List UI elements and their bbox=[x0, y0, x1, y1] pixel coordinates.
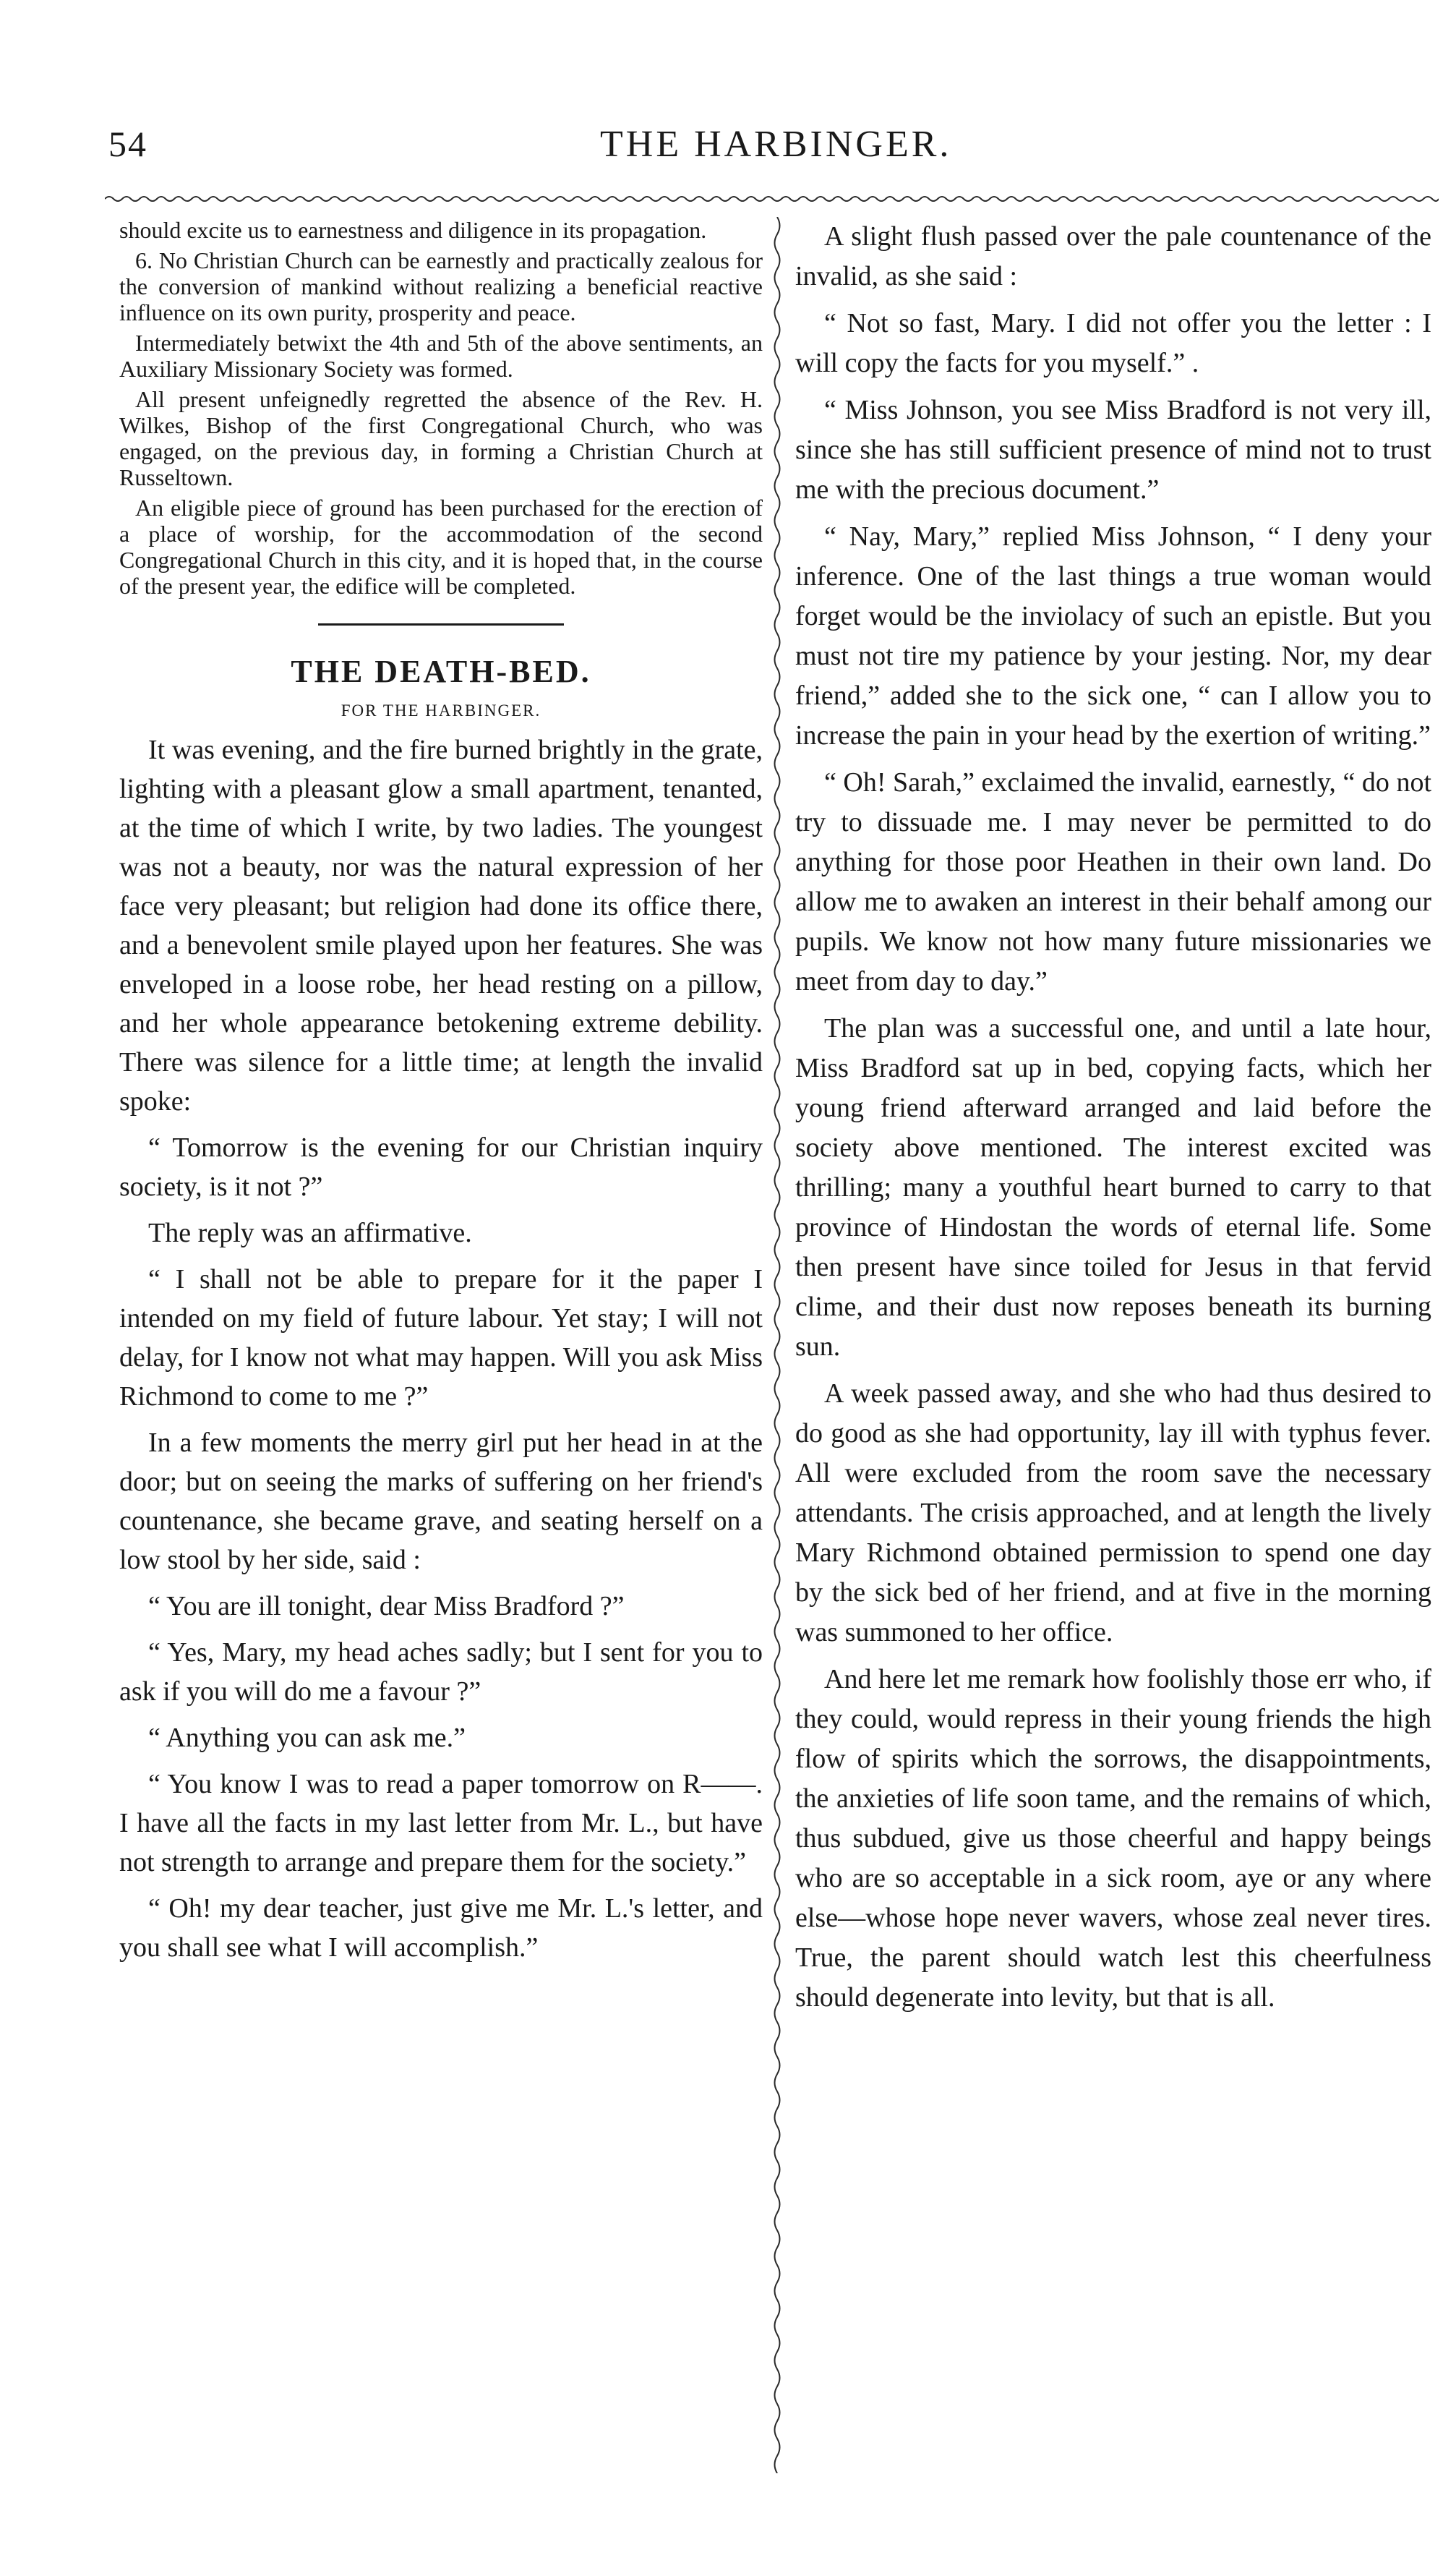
story-paragraph: “ Nay, Mary,” replied Miss Johnson, “ I deny your inference. One of the last things a true woman would forget would be the inviolacy of such an epistle. But you must not tire my patience by your jesting. Nor, my dear friend,” added she to the sick one, “ can I allow you to increase the pain in your head by the exertion of writing.” bbox=[795, 521, 1431, 751]
report-paragraph: should excite us to earnestness and diligence in its propagation. bbox=[119, 217, 707, 243]
running-title: THE HARBINGER. bbox=[600, 124, 952, 165]
story-paragraph: In a few moments the merry girl put her head in at the door; but on seeing the marks of suffering on her friend's countenance, she became grave, and seating herself on a low stool by her side, said : bbox=[119, 1428, 763, 1575]
article-byline: FOR THE HARBINGER. bbox=[341, 701, 541, 720]
left-column bbox=[119, 217, 763, 2539]
story-paragraph: “ Not so fast, Mary. I did not offer you the letter : I will copy the facts for you myself.” . bbox=[795, 308, 1431, 378]
story-paragraph: “ I shall not be able to prepare for it the paper I intended on my field of future labour. Yet stay; I will not delay, for I know not what may happen. Will you ask Miss Richmond to come to me ?” bbox=[119, 1264, 763, 1412]
story-paragraph: “ Miss Johnson, you see Miss Bradford is not very ill, since she has still sufficient presence of mind not to trust me with the precious document.” bbox=[795, 395, 1431, 505]
page-number: 54 bbox=[108, 124, 147, 164]
story-paragraph: “ You are ill tonight, dear Miss Bradford ?” bbox=[148, 1591, 625, 1621]
story-paragraph: “ Tomorrow is the evening for our Christian inquiry society, is it not ?” bbox=[119, 1132, 763, 1202]
article-title: THE DEATH-BED. bbox=[291, 654, 591, 689]
page-header bbox=[108, 123, 1439, 181]
section-rule bbox=[318, 623, 564, 626]
header-wavy-rule bbox=[105, 194, 1439, 204]
report-paragraph: 6. No Christian Church can be earnestly and practically zealous for the conversion of mankind without realizing a beneficial reactive influence on its own purity, prosperity and peace. bbox=[119, 247, 763, 325]
report-paragraph: An eligible piece of ground has been purchased for the erection of a place of worship, for the accommodation of the second Congregational Church in this city, and it is hoped that, in the course of the present year, the edifice will be completed. bbox=[119, 495, 763, 599]
story-paragraph: “ Oh! Sarah,” exclaimed the invalid, earnestly, “ do not try to dissuade me. I may never be permitted to do anything for those poor Heathen in their own land. Do allow me to awaken an interest in their behalf among our pupils. We know not how many future missionaries we meet from day to day.” bbox=[795, 767, 1431, 997]
story-paragraph: “ Anything you can ask me.” bbox=[148, 1723, 466, 1753]
story-paragraph: “ You know I was to read a paper tomorrow on R——. I have all the facts in my last letter from Mr. L., but have not strength to arrange and prepare them for the society.” bbox=[119, 1769, 763, 1877]
story-paragraph: The reply was an affirmative. bbox=[148, 1218, 472, 1248]
story-paragraph: And here let me remark how foolishly those err who, if they could, would repress in their young friends the high flow of spirits which the sorrows, the disappointments, the anxieties of life soon tame, and the remains of which, thus subdued, give us those cheerful and happy beings who are so acceptable in a sick room, aye or any where else—whose hope never wavers, whose zeal never tires. True, the parent should watch lest this cheerfulness should degenerate into levity, but that is all. bbox=[795, 1664, 1431, 2013]
right-column bbox=[795, 217, 1431, 2539]
story-paragraph: “ Yes, Mary, my head aches sadly; but I sent for you to ask if you will do me a favour ?” bbox=[119, 1637, 763, 1707]
story-paragraph: A week passed away, and she who had thus desired to do good as she had opportunity, lay ill with typhus fever. All were excluded from the room save the necessary attendants. The crisis approached, and at length the lively Mary Richmond obtained permission to spend one day by the sick bed of her friend, and at five in the morning was summoned to her office. bbox=[795, 1378, 1431, 1647]
story-paragraph: It was evening, and the fire burned brightly in the grate, lighting with a pleasant glow a small apartment, tenanted, at the time of which I write, by two ladies. The youngest was not a beauty, nor was the natural expression of her face very pleasant; but religion had done its office there, and a benevolent smile played upon her features. She was enveloped in a loose robe, her head resting on a pillow, and her whole appearance betokening extreme debility. There was silence for a little time; at length the invalid spoke: bbox=[119, 735, 763, 1117]
column-divider bbox=[771, 217, 784, 2473]
story-paragraph: “ Oh! my dear teacher, just give me Mr. L.'s letter, and you shall see what I will accomplish.” bbox=[119, 1893, 763, 1963]
story-paragraph: The plan was a successful one, and until a late hour, Miss Bradford sat up in bed, copying facts, which her young friend afterward arranged and laid before the society above mentioned. The interest excited was thrilling; many a youthful heart burned to carry to that province of Hindostan the words of eternal life. Some then present have since toiled for Jesus in that fervid clime, and their dust now reposes beneath its burning sun. bbox=[795, 1013, 1431, 1362]
story-paragraph: A slight flush passed over the pale countenance of the invalid, as she said : bbox=[795, 221, 1431, 291]
report-paragraph: Intermediately betwixt the 4th and 5th of the above sentiments, an Auxiliary Missionary Society was formed. bbox=[119, 330, 763, 382]
report-paragraph: All present unfeignedly regretted the absence of the Rev. H. Wilkes, Bishop of the first Congregational Church, who was engaged, on the previous day, in forming a Christian Church at Russeltown. bbox=[119, 386, 763, 490]
